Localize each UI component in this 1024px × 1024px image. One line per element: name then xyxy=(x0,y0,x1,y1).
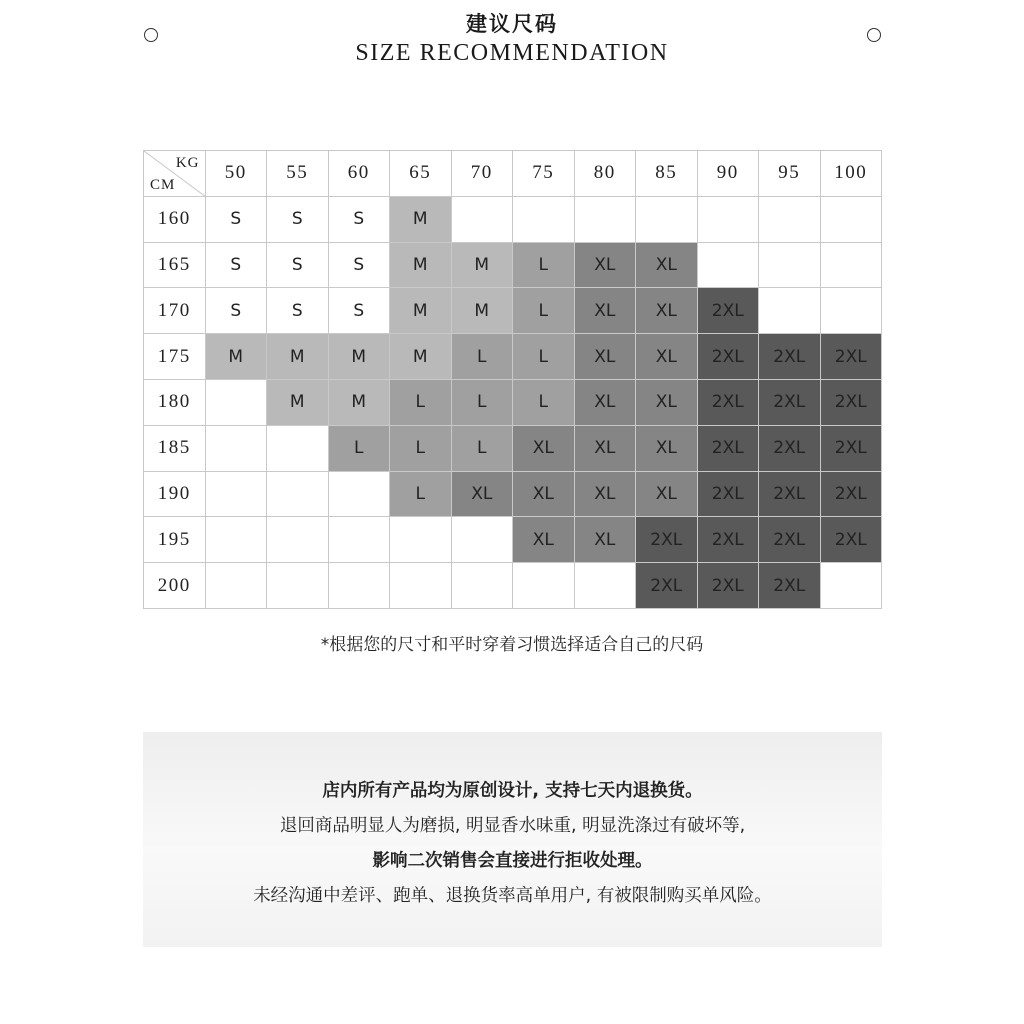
size-cell: XL xyxy=(513,517,575,563)
size-cell: M xyxy=(390,334,452,380)
size-cell: S xyxy=(205,196,267,242)
size-cell: 2XL xyxy=(759,334,821,380)
size-cell: 2XL xyxy=(759,379,821,425)
size-cell: XL xyxy=(574,242,636,288)
size-cell: M xyxy=(390,288,452,334)
size-cell: S xyxy=(328,242,390,288)
weight-header: 100 xyxy=(820,151,882,197)
weight-header: 65 xyxy=(390,151,452,197)
size-cell: L xyxy=(451,379,513,425)
empty-cell xyxy=(390,563,452,609)
size-cell: M xyxy=(451,288,513,334)
size-cell: L xyxy=(390,471,452,517)
empty-cell xyxy=(574,563,636,609)
empty-cell xyxy=(574,196,636,242)
size-cell: 2XL xyxy=(820,517,882,563)
size-cell: L xyxy=(390,425,452,471)
height-header: 185 xyxy=(144,425,206,471)
size-cell: 2XL xyxy=(697,379,759,425)
table-row xyxy=(144,379,882,425)
height-header: 195 xyxy=(144,517,206,563)
size-cell: M xyxy=(328,379,390,425)
table-row xyxy=(144,471,882,517)
empty-cell xyxy=(513,196,575,242)
height-header: 180 xyxy=(144,379,206,425)
empty-cell xyxy=(205,379,267,425)
size-cell: L xyxy=(390,379,452,425)
policy-line: 影响二次销售会直接进行拒收处理。 xyxy=(372,851,653,871)
size-cell: XL xyxy=(574,288,636,334)
size-cell: S xyxy=(205,242,267,288)
size-cell: 2XL xyxy=(697,288,759,334)
table-row xyxy=(144,196,882,242)
empty-cell xyxy=(205,471,267,517)
policy-line: 退回商品明显人为磨损, 明显香水味重, 明显洗涤过有破坏等, xyxy=(279,816,746,836)
size-cell: XL xyxy=(636,288,698,334)
page-title-english: SIZE RECOMMENDATION xyxy=(355,40,669,66)
size-cell: XL xyxy=(574,334,636,380)
size-cell: M xyxy=(451,242,513,288)
weight-header-row xyxy=(144,151,882,197)
size-cell: XL xyxy=(636,471,698,517)
empty-cell xyxy=(820,196,882,242)
empty-cell xyxy=(328,471,390,517)
size-cell: M xyxy=(390,242,452,288)
empty-cell xyxy=(697,242,759,288)
table-row xyxy=(144,563,882,609)
empty-cell xyxy=(328,517,390,563)
size-cell: S xyxy=(328,196,390,242)
height-unit-label: CM xyxy=(150,176,176,193)
size-cell: XL xyxy=(513,471,575,517)
size-cell: 2XL xyxy=(697,471,759,517)
size-cell: XL xyxy=(574,517,636,563)
size-cell: XL xyxy=(636,242,698,288)
size-cell: 2XL xyxy=(636,517,698,563)
height-header: 200 xyxy=(144,563,206,609)
empty-cell xyxy=(759,288,821,334)
size-selection-note: *根据您的尺寸和平时穿着习惯选择适合自己的尺码 xyxy=(320,635,704,655)
empty-cell xyxy=(205,563,267,609)
policy-line: 未经沟通中差评、跑单、退换货率高单用户, 有被限制购买单风险。 xyxy=(253,886,772,906)
weight-header: 60 xyxy=(328,151,390,197)
size-cell: 2XL xyxy=(697,425,759,471)
size-cell: 2XL xyxy=(697,517,759,563)
return-policy-box xyxy=(143,732,882,947)
weight-header: 75 xyxy=(513,151,575,197)
size-cell: XL xyxy=(451,471,513,517)
size-cell: M xyxy=(328,334,390,380)
empty-cell xyxy=(759,242,821,288)
table-row xyxy=(144,334,882,380)
size-chart-table xyxy=(143,150,882,609)
empty-cell xyxy=(267,425,329,471)
empty-cell xyxy=(328,563,390,609)
empty-cell xyxy=(820,288,882,334)
table-row xyxy=(144,517,882,563)
size-cell: 2XL xyxy=(697,563,759,609)
size-cell: 2XL xyxy=(820,379,882,425)
empty-cell xyxy=(205,517,267,563)
size-cell: XL xyxy=(636,334,698,380)
empty-cell xyxy=(267,563,329,609)
size-cell: L xyxy=(513,334,575,380)
empty-cell xyxy=(390,517,452,563)
size-cell: XL xyxy=(574,471,636,517)
empty-cell xyxy=(759,196,821,242)
size-cell: L xyxy=(451,334,513,380)
policy-line: 店内所有产品均为原创设计, 支持七天内退换货。 xyxy=(322,781,703,801)
table-row xyxy=(144,288,882,334)
size-cell: 2XL xyxy=(697,334,759,380)
empty-cell xyxy=(820,242,882,288)
size-cell: XL xyxy=(574,425,636,471)
weight-header: 90 xyxy=(697,151,759,197)
size-cell: S xyxy=(267,288,329,334)
size-cell: 2XL xyxy=(759,517,821,563)
size-cell: 2XL xyxy=(820,471,882,517)
height-header: 170 xyxy=(144,288,206,334)
size-cell: 2XL xyxy=(759,471,821,517)
empty-cell xyxy=(451,517,513,563)
size-cell: S xyxy=(205,288,267,334)
size-cell: M xyxy=(267,379,329,425)
size-cell: M xyxy=(267,334,329,380)
height-header: 165 xyxy=(144,242,206,288)
size-cell: XL xyxy=(574,379,636,425)
size-cell: L xyxy=(513,288,575,334)
empty-cell xyxy=(820,563,882,609)
empty-cell xyxy=(636,196,698,242)
weight-header: 95 xyxy=(759,151,821,197)
size-cell: 2XL xyxy=(759,563,821,609)
size-cell: XL xyxy=(513,425,575,471)
size-cell: L xyxy=(451,425,513,471)
empty-cell xyxy=(451,563,513,609)
empty-cell xyxy=(267,471,329,517)
size-cell: XL xyxy=(636,425,698,471)
height-header: 175 xyxy=(144,334,206,380)
size-cell: 2XL xyxy=(636,563,698,609)
table-corner-cell xyxy=(144,151,206,197)
empty-cell xyxy=(697,196,759,242)
size-cell: L xyxy=(513,379,575,425)
size-cell: 2XL xyxy=(820,334,882,380)
empty-cell xyxy=(267,517,329,563)
empty-cell xyxy=(451,196,513,242)
weight-header: 50 xyxy=(205,151,267,197)
size-cell: 2XL xyxy=(820,425,882,471)
weight-header: 70 xyxy=(451,151,513,197)
size-cell: XL xyxy=(636,379,698,425)
page-title-chinese: 建议尺码 xyxy=(466,12,558,36)
table-row xyxy=(144,425,882,471)
size-cell: M xyxy=(390,196,452,242)
size-cell: M xyxy=(205,334,267,380)
weight-header: 80 xyxy=(574,151,636,197)
size-cell: S xyxy=(328,288,390,334)
empty-cell xyxy=(513,563,575,609)
table-row xyxy=(144,242,882,288)
height-header: 160 xyxy=(144,196,206,242)
size-cell: S xyxy=(267,242,329,288)
size-cell: 2XL xyxy=(759,425,821,471)
weight-unit-label: KG xyxy=(175,155,200,171)
size-cell: L xyxy=(328,425,390,471)
weight-header: 85 xyxy=(636,151,698,197)
size-cell: S xyxy=(267,196,329,242)
empty-cell xyxy=(205,425,267,471)
height-header: 190 xyxy=(144,471,206,517)
size-cell: L xyxy=(513,242,575,288)
weight-header: 55 xyxy=(267,151,329,197)
